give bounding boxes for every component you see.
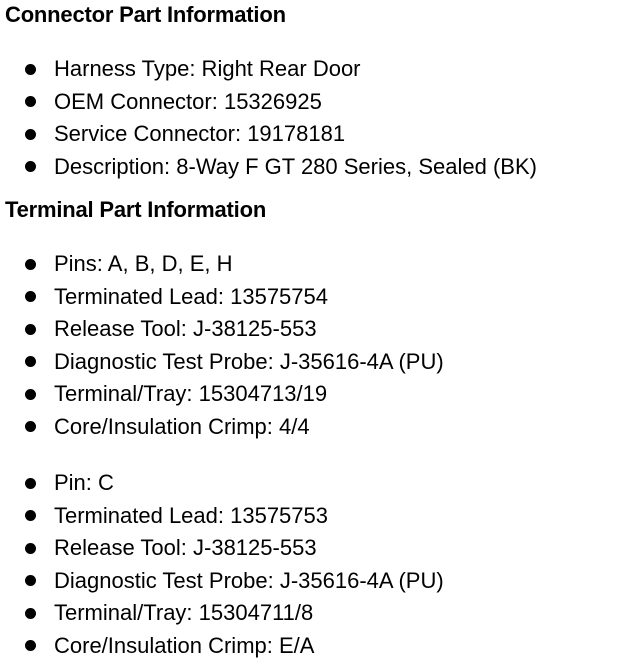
bullet-icon [25,291,36,302]
bullet-icon [25,259,36,270]
bullet-icon [25,575,36,586]
list-item-text: Terminal/Tray: 15304711/8 [54,600,314,625]
list-item-text: Terminal/Tray: 15304713/19 [54,381,328,406]
list-item-text: OEM Connector: 15326925 [54,88,322,114]
bullet-icon [25,356,36,367]
bullet-icon [25,640,36,651]
list-item-text: Description: 8-Way F GT 280 Series, Sealed (BK) [54,153,537,179]
list-item-text: Terminated Lead: 13575754 [54,283,328,309]
list-item-text: Core/Insulation Crimp: E/A [54,632,315,658]
bullet-icon [25,64,36,75]
list-item-text: Pin: C [54,470,114,495]
bullet-icon [25,129,36,140]
list-item-text: Release Tool: J-38125-553 [54,316,317,341]
list-item-text: Harness Type: Right Rear Door [54,56,361,81]
list-item-text: Service Connector: 19178181 [54,121,346,146]
list-item-text: Release Tool: J-38125-553 [54,535,317,560]
bullet-icon [25,161,36,172]
bullet-icon [25,510,36,521]
bullet-icon [25,478,36,489]
bullet-icon [25,324,36,335]
bullet-icon [25,608,36,619]
list-item-text: Diagnostic Test Probe: J-35616-4A (PU) [54,567,444,593]
bullet-icon [25,421,36,432]
list-item-text: Terminated Lead: 13575753 [54,502,328,528]
list-item-text: Core/Insulation Crimp: 4/4 [54,413,310,439]
terminal-section-title: Terminal Part Information [5,197,267,222]
bullet-icon [25,96,36,107]
bullet-icon [25,543,36,554]
list-item-text: Pins: A, B, D, E, H [54,251,233,276]
bullet-icon [25,389,36,400]
list-item-text: Diagnostic Test Probe: J-35616-4A (PU) [54,348,444,374]
connector-section-title: Connector Part Information [5,2,286,27]
